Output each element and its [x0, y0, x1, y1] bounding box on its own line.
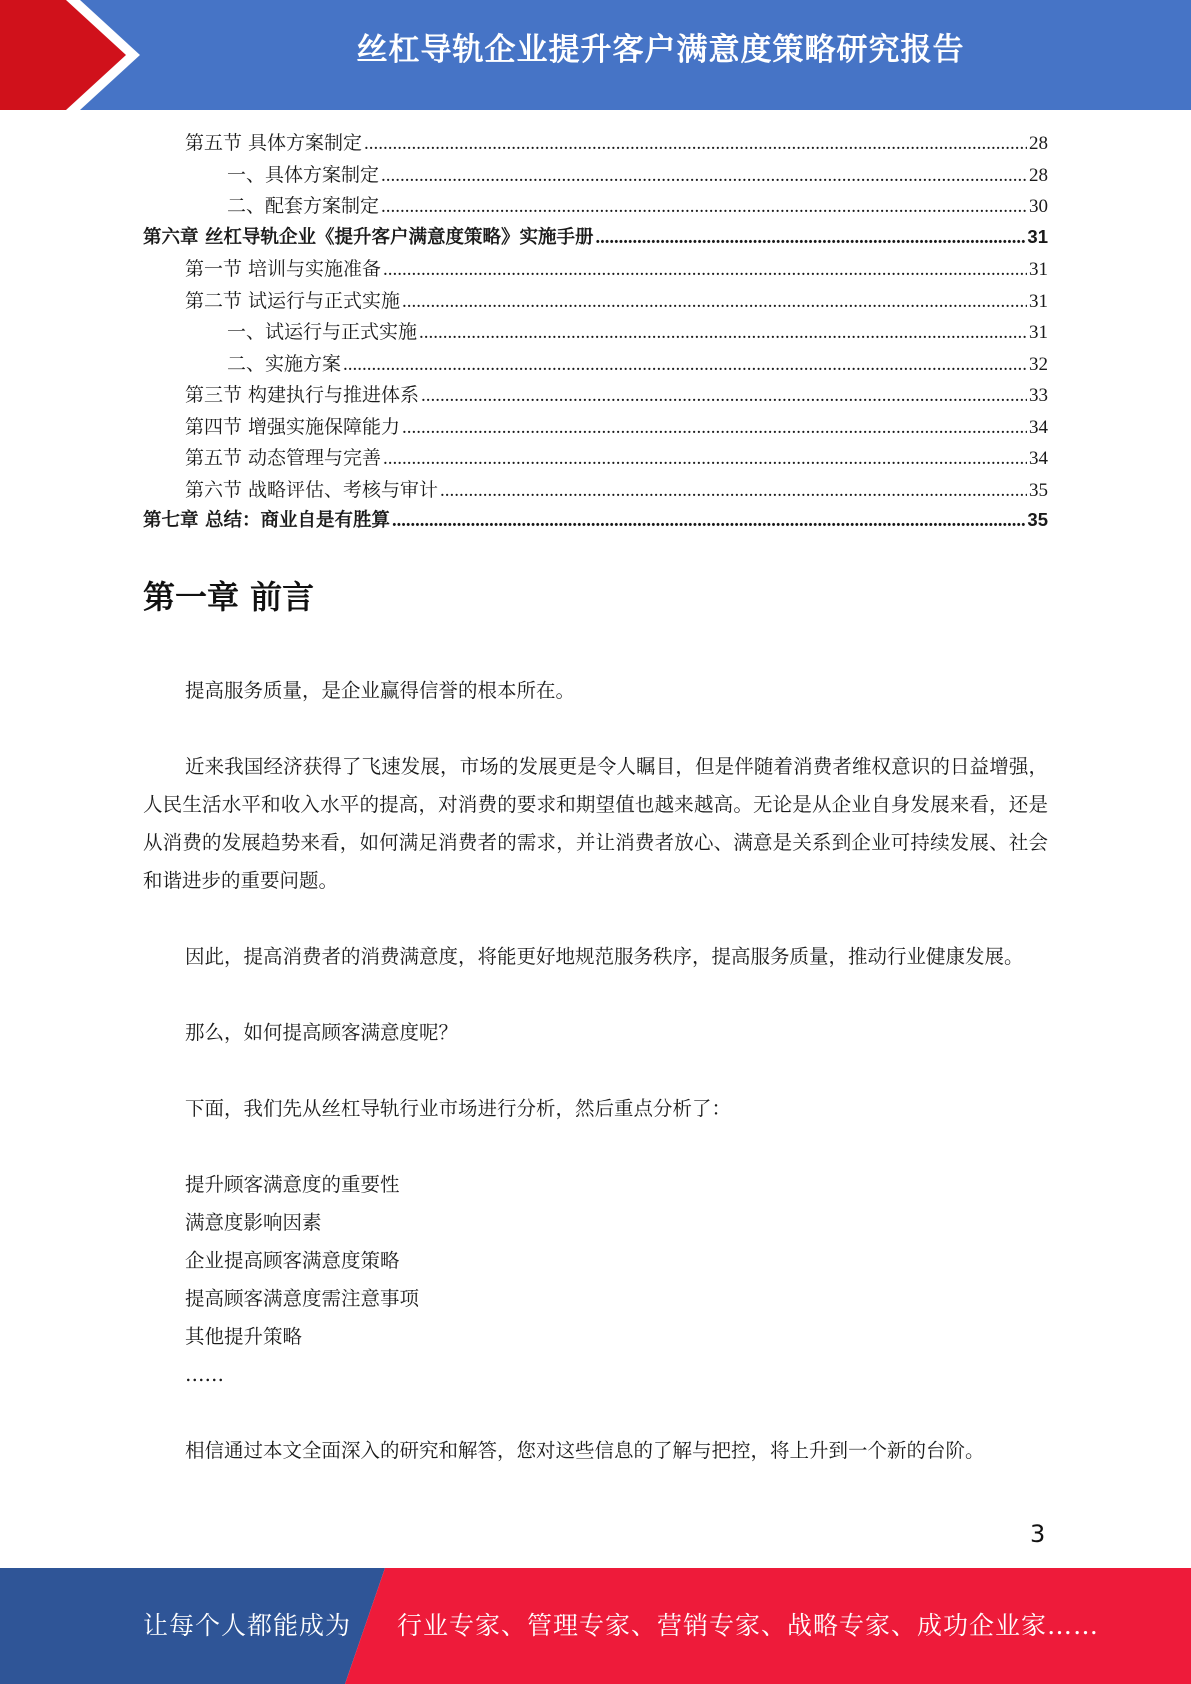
toc-entry-label: 二、配套方案制定 — [227, 195, 380, 217]
toc-entry-page: 30 — [1029, 196, 1048, 217]
list-item: …… — [185, 1363, 224, 1386]
paragraph: 因此，提高消费者的消费满意度，将能更好地规范服务秩序，提高服务质量，推动行业健康发展。 — [185, 945, 1024, 968]
toc-entry-label: 二、实施方案 — [227, 352, 342, 375]
toc-entry-page: 34 — [1029, 448, 1048, 469]
toc-entry-label: 第一节 培训与实施准备 — [185, 258, 382, 280]
toc-entry-page: 31 — [1029, 322, 1048, 343]
toc-entry-label: 第六节 战略评估、考核与审计 — [185, 478, 439, 501]
toc-entry-page: 32 — [1029, 353, 1048, 375]
paragraph: 那么，如何提高顾客满意度呢？ — [185, 1021, 459, 1044]
toc-entry[interactable] — [143, 412, 1048, 444]
toc-entry-label: 第五节 动态管理与完善 — [185, 447, 382, 469]
header-band — [0, 0, 1191, 110]
table-of-contents — [143, 128, 1048, 538]
toc-dot-leader — [364, 133, 1027, 155]
list-item: 企业提高顾客满意度策略 — [185, 1249, 400, 1272]
toc-entry-label: 第六章 丝杠导轨企业《提升客户满意度策略》实施手册 — [143, 226, 594, 248]
toc-entry[interactable] — [143, 160, 1048, 192]
footer-slogan-left: 让每个人都能成为 — [143, 1611, 352, 1640]
toc-entry[interactable] — [143, 286, 1048, 318]
toc-entry-label: 第三节 构建执行与推进体系 — [185, 384, 420, 406]
toc-entry[interactable] — [143, 506, 1048, 538]
toc-entry-label: 第五节 具体方案制定 — [185, 132, 363, 154]
toc-dot-leader — [595, 228, 1025, 249]
toc-entry[interactable] — [143, 380, 1048, 412]
toc-dot-leader — [381, 165, 1027, 187]
list-item: 提升顾客满意度的重要性 — [185, 1173, 400, 1196]
toc-entry-label: 一、具体方案制定 — [227, 163, 380, 186]
toc-entry[interactable] — [143, 443, 1048, 475]
paragraph: 提高服务质量，是企业赢得信誉的根本所在。 — [185, 679, 576, 702]
toc-dot-leader — [381, 196, 1027, 218]
toc-entry[interactable] — [143, 317, 1048, 349]
paragraph: 相信通过本文全面深入的研究和解答，您对这些信息的了解与把控，将上升到一个新的台阶。 — [185, 1439, 985, 1462]
toc-dot-leader — [421, 385, 1027, 407]
chapter-heading: 第一章 前言 — [143, 578, 315, 616]
toc-entry-page: 35 — [1027, 509, 1048, 530]
list-item: 提高顾客满意度需注意事项 — [185, 1287, 420, 1310]
footer-banner — [0, 1568, 1191, 1684]
list-item: 其他提升策略 — [185, 1325, 303, 1348]
toc-dot-leader — [419, 322, 1027, 344]
toc-entry-label: 第七章 总结：商业自是有胜算 — [143, 510, 390, 531]
toc-entry-page: 34 — [1029, 416, 1048, 438]
toc-entry[interactable] — [143, 223, 1048, 255]
toc-entry-label: 第四节 增强实施保障能力 — [185, 415, 401, 438]
page-number: 3 — [1030, 1520, 1046, 1548]
toc-entry-page: 28 — [1029, 133, 1048, 154]
toc-dot-leader — [343, 354, 1027, 376]
toc-entry-page: 31 — [1027, 225, 1048, 247]
toc-dot-leader — [392, 511, 1025, 532]
toc-dot-leader — [383, 448, 1027, 470]
toc-entry-label: 第二节 试运行与正式实施 — [185, 289, 401, 312]
toc-dot-leader — [402, 291, 1027, 313]
toc-dot-leader — [440, 480, 1027, 502]
footer-slogan-right: 行业专家、管理专家、营销专家、战略专家、成功企业家…… — [397, 1611, 1100, 1640]
paragraph: 近来我国经济获得了飞速发展，市场的发展更是令人瞩目，但是伴随着消费者维权意识的日益增强，人民生活水平和收入水平的提高，对消费的要求和期望值也越来越高。无论是从企业自身发展来看，还是从消费的发展趋势来看，如何满足消费者的需求，并让消费者放心、满意是关系到企业可持续发展、社会和谐进步的重要问题。 — [143, 755, 1048, 892]
toc-entry[interactable] — [143, 128, 1048, 160]
toc-dot-leader — [383, 259, 1027, 281]
list-item: 满意度影响因素 — [185, 1211, 322, 1234]
toc-entry[interactable] — [143, 349, 1048, 381]
toc-entry-page: 31 — [1029, 259, 1048, 280]
toc-entry[interactable] — [143, 191, 1048, 223]
toc-entry-page: 31 — [1029, 290, 1048, 312]
chapter-body — [143, 672, 1048, 1470]
toc-entry-page: 33 — [1029, 385, 1048, 406]
toc-entry-page: 28 — [1029, 164, 1048, 186]
toc-entry-label: 一、试运行与正式实施 — [227, 321, 418, 343]
toc-entry[interactable] — [143, 254, 1048, 286]
paragraph: 下面，我们先从丝杠导轨行业市场进行分析，然后重点分析了： — [185, 1097, 732, 1120]
document-title: 丝杠导轨企业提升客户满意度策略研究报告 — [356, 32, 965, 68]
toc-dot-leader — [402, 417, 1027, 439]
toc-entry-page: 35 — [1029, 479, 1048, 501]
toc-entry[interactable] — [143, 475, 1048, 507]
